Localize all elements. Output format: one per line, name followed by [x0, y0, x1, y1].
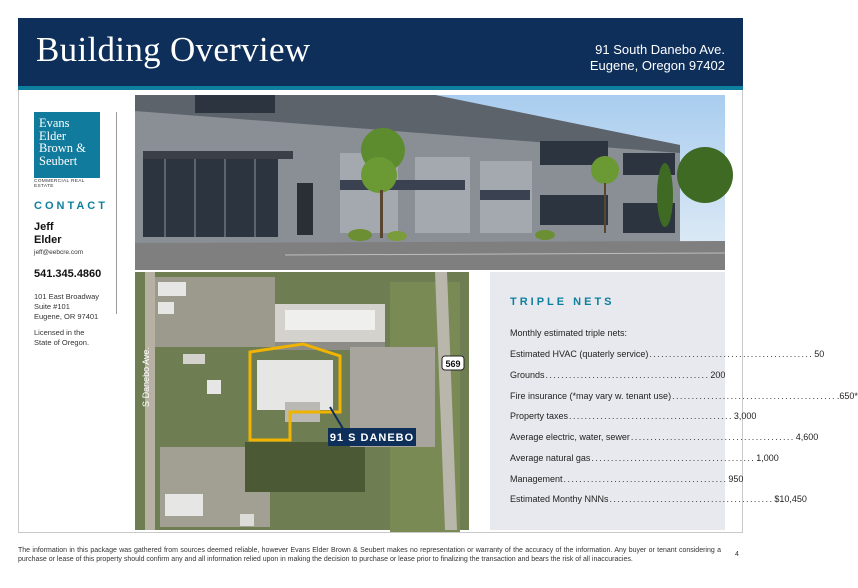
nets-row-leader: .......................................... — [545, 370, 710, 380]
page-title: Building Overview — [36, 30, 311, 69]
nets-row-value: 4,600 — [795, 432, 819, 442]
building-photo-illustration — [135, 95, 725, 270]
address-line-2: Eugene, Oregon 97402 — [589, 58, 725, 73]
nets-row-value: 1,000 — [756, 453, 779, 463]
logo-line: Seubert — [39, 153, 78, 168]
contact-phone[interactable]: 541.345.4860 — [34, 268, 102, 280]
nets-row — [510, 349, 825, 359]
triple-nets-heading: TRIPLE NETS — [510, 296, 615, 308]
nets-row-value: $10,450 — [774, 494, 807, 504]
page-number: 4 — [735, 551, 739, 558]
highway-shield: 569 — [445, 359, 461, 369]
nets-row-leader: .......................................... — [649, 349, 814, 359]
contact-name — [34, 221, 62, 247]
nets-row-label: Fire insurance (*may vary w. tenant use) — [510, 391, 672, 401]
logo-line: Elder — [39, 128, 67, 143]
license-line: State of Oregon. — [34, 338, 90, 347]
office-line: Suite #101 — [34, 302, 70, 311]
license-line: Licensed in the — [34, 328, 85, 337]
nets-row — [510, 453, 779, 463]
nets-row-label: Property taxes — [510, 411, 569, 421]
nets-row-leader: .......................................... — [630, 432, 795, 442]
contact-first-name: Jeff — [34, 221, 54, 233]
nets-row-leader: .......................................... — [591, 453, 756, 463]
nets-row — [510, 474, 744, 484]
nets-row — [510, 411, 757, 421]
nets-row-label: Average natural gas — [510, 453, 591, 463]
nets-row-value: 50 — [814, 349, 825, 359]
nets-row-value: 200 — [710, 370, 726, 380]
contact-last-name: Elder — [34, 234, 62, 246]
logo-line: Evans — [39, 116, 70, 130]
office-address — [34, 292, 99, 322]
street-label: S Danebo Ave. — [141, 347, 151, 407]
nets-row — [510, 432, 819, 442]
contact-email-link[interactable]: jeff@eebcre.com — [34, 249, 84, 256]
nets-row-value: 3,000 — [733, 411, 757, 421]
address-line-1: 91 South Danebo Ave. — [595, 42, 725, 57]
logo-line: Brown & — [39, 141, 86, 155]
office-line: Eugene, OR 97401 — [34, 312, 99, 321]
nets-row-label: Estimated Monthy NNNs — [510, 494, 609, 504]
contact-heading: CONTACT — [34, 200, 108, 212]
building-photo — [135, 95, 725, 270]
sidebar-divider — [116, 112, 117, 314]
aerial-map-illustration — [135, 272, 469, 530]
property-label: 91 S DANEBO — [329, 432, 415, 444]
legal-disclaimer: The information in this package was gathered from sources deemed reliable, however Evans Elder Brown & Seubert makes no representation or warranty of the accuracy of the information. Any buyer or tenant considering a purchase or lease of this property should confirm any and all information relied upon in making the decision to purchase or lease prior to finalizing the transaction and bears the risk of all inaccuracies. — [18, 547, 721, 563]
nets-row-label: Grounds — [510, 370, 545, 380]
nets-row-leader: .......................................... — [672, 391, 836, 401]
license-note — [34, 328, 89, 348]
property-address — [590, 42, 725, 74]
nets-row-label: Estimated HVAC (quaterly service) — [510, 349, 649, 359]
nets-row-leader: .......................................... — [609, 494, 774, 504]
nets-row-total — [510, 494, 807, 504]
triple-nets-panel — [490, 272, 725, 530]
nets-row — [510, 370, 726, 380]
nets-row-leader: .......................................... — [569, 411, 733, 421]
office-line: 101 East Broadway — [34, 292, 100, 301]
nets-row-label: Average electric, water, sewer — [510, 432, 630, 442]
nets-row-value: 950 — [728, 474, 744, 484]
header-accent-rule — [18, 86, 743, 90]
aerial-map — [135, 272, 469, 530]
triple-nets-intro: Monthly estimated triple nets: — [510, 328, 628, 338]
nets-row-label: Management — [510, 474, 563, 484]
nets-row-leader: .......................................... — [563, 474, 728, 484]
company-logo — [34, 112, 100, 178]
nets-row-value: .650* — [836, 391, 858, 401]
nets-row — [510, 391, 858, 401]
logo-subtitle: COMMERCIAL REAL ESTATE — [34, 179, 85, 189]
